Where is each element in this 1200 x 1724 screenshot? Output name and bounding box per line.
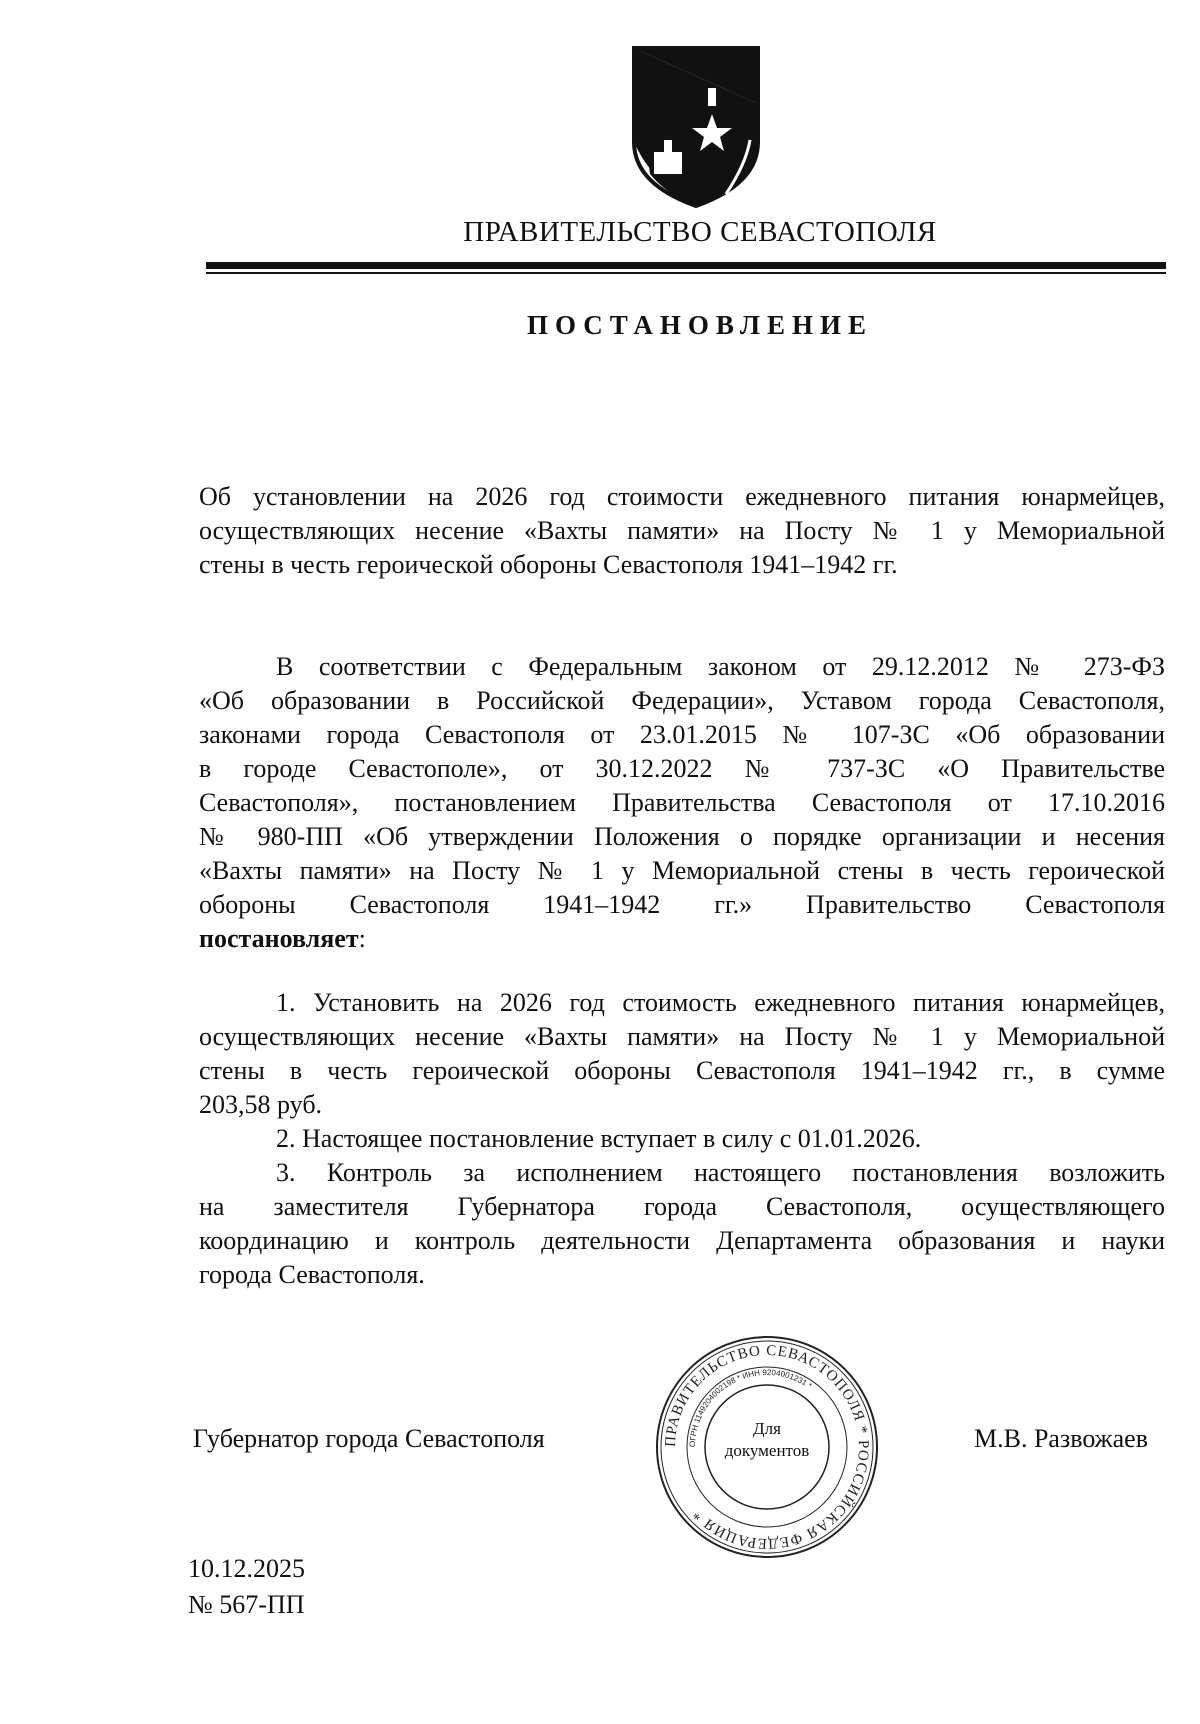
preamble-line: В соответствии с Федеральным законом от 29.12.2012 № 273-ФЗ <box>276 652 1165 681</box>
item1-line: 1. Установить на 2026 год стоимость ежедневного питания юнармейцев, <box>276 988 1165 1017</box>
resolves-colon: : <box>358 924 366 953</box>
subject-line: стены в честь героической обороны Севастополя 1941–1942 гг. <box>199 550 898 579</box>
preamble-line: «Вахты памяти» на Посту № 1 у Мемориальной стены в честь героической <box>199 856 1165 885</box>
item1-line: осуществляющих несение «Вахты памяти» на Посту № 1 у Мемориальной <box>199 1022 1165 1051</box>
preamble-line: «Об образовании в Российской Федерации», Уставом города Севастополя, <box>199 686 1165 715</box>
preamble-line: в городе Севастополе», от 30.12.2022 № 737-ЗС «О Правительстве <box>199 754 1165 783</box>
seal-outer-text: ПРАВИТЕЛЬСТВО СЕВАСТОПОЛЯ * РОССИЙСКАЯ ФЕДЕРАЦИЯ * <box>662 1342 872 1552</box>
header-divider-thin <box>206 272 1166 274</box>
preamble-line: Севастополя», постановлением Правительства Севастополя от 17.10.2016 <box>199 788 1165 817</box>
item3-line: координацию и контроль деятельности Департамента образования и науки <box>199 1226 1165 1255</box>
subject-line: осуществляющих несение «Вахты памяти» на Посту № 1 у Мемориальной <box>199 516 1165 545</box>
signer-name: М.В. Развожаев <box>973 1424 1148 1453</box>
document-date: 10.12.2025 <box>188 1554 305 1583</box>
preamble-paragraph <box>199 650 1165 956</box>
seal-center-line: документов <box>724 1441 810 1460</box>
item3-line: города Севастополя. <box>199 1260 425 1289</box>
document-subject <box>199 480 1165 582</box>
preamble-line: законами города Севастополя от 23.01.2015 № 107-ЗС «Об образовании <box>199 720 1165 749</box>
document-type-title: ПОСТАНОВЛЕНИЕ <box>526 310 874 340</box>
preamble-line: № 980-ПП «Об утверждении Положения о порядке организации и несения <box>199 822 1165 851</box>
seal-center-text <box>654 1418 880 1462</box>
item2-line: 2. Настоящее постановление вступает в силу с 01.01.2026. <box>276 1124 922 1153</box>
seal-inner-text: ОГРН 1149204002198 * ИНН 9204001231 * <box>687 1367 814 1448</box>
seal-center-line: Для <box>753 1419 781 1438</box>
resolution-items <box>199 986 1165 1292</box>
government-name: ПРАВИТЕЛЬСТВО СЕВАСТОПОЛЯ <box>463 216 937 248</box>
coat-of-arms-icon <box>626 44 766 210</box>
document-number: № 567-ПП <box>188 1590 305 1619</box>
header-divider-thick <box>206 262 1166 269</box>
resolves-line <box>199 922 1165 956</box>
resolves-word: постановляет <box>199 924 359 953</box>
subject-line: Об установлении на 2026 год стоимости ежедневного питания юнармейцев, <box>199 482 1165 511</box>
signer-position: Губернатор города Севастополя <box>193 1424 545 1453</box>
item1-line: стены в честь героической обороны Севастополя 1941–1942 гг., в сумме <box>199 1056 1165 1085</box>
item3-line: на заместителя Губернатора города Севастополя, осуществляющего <box>199 1192 1165 1221</box>
item1-line: 203,58 руб. <box>199 1090 323 1119</box>
item3-line: 3. Контроль за исполнением настоящего постановления возложить <box>276 1158 1165 1187</box>
preamble-line: обороны Севастополя 1941–1942 гг.» Правительство Севастополя <box>199 890 1165 919</box>
